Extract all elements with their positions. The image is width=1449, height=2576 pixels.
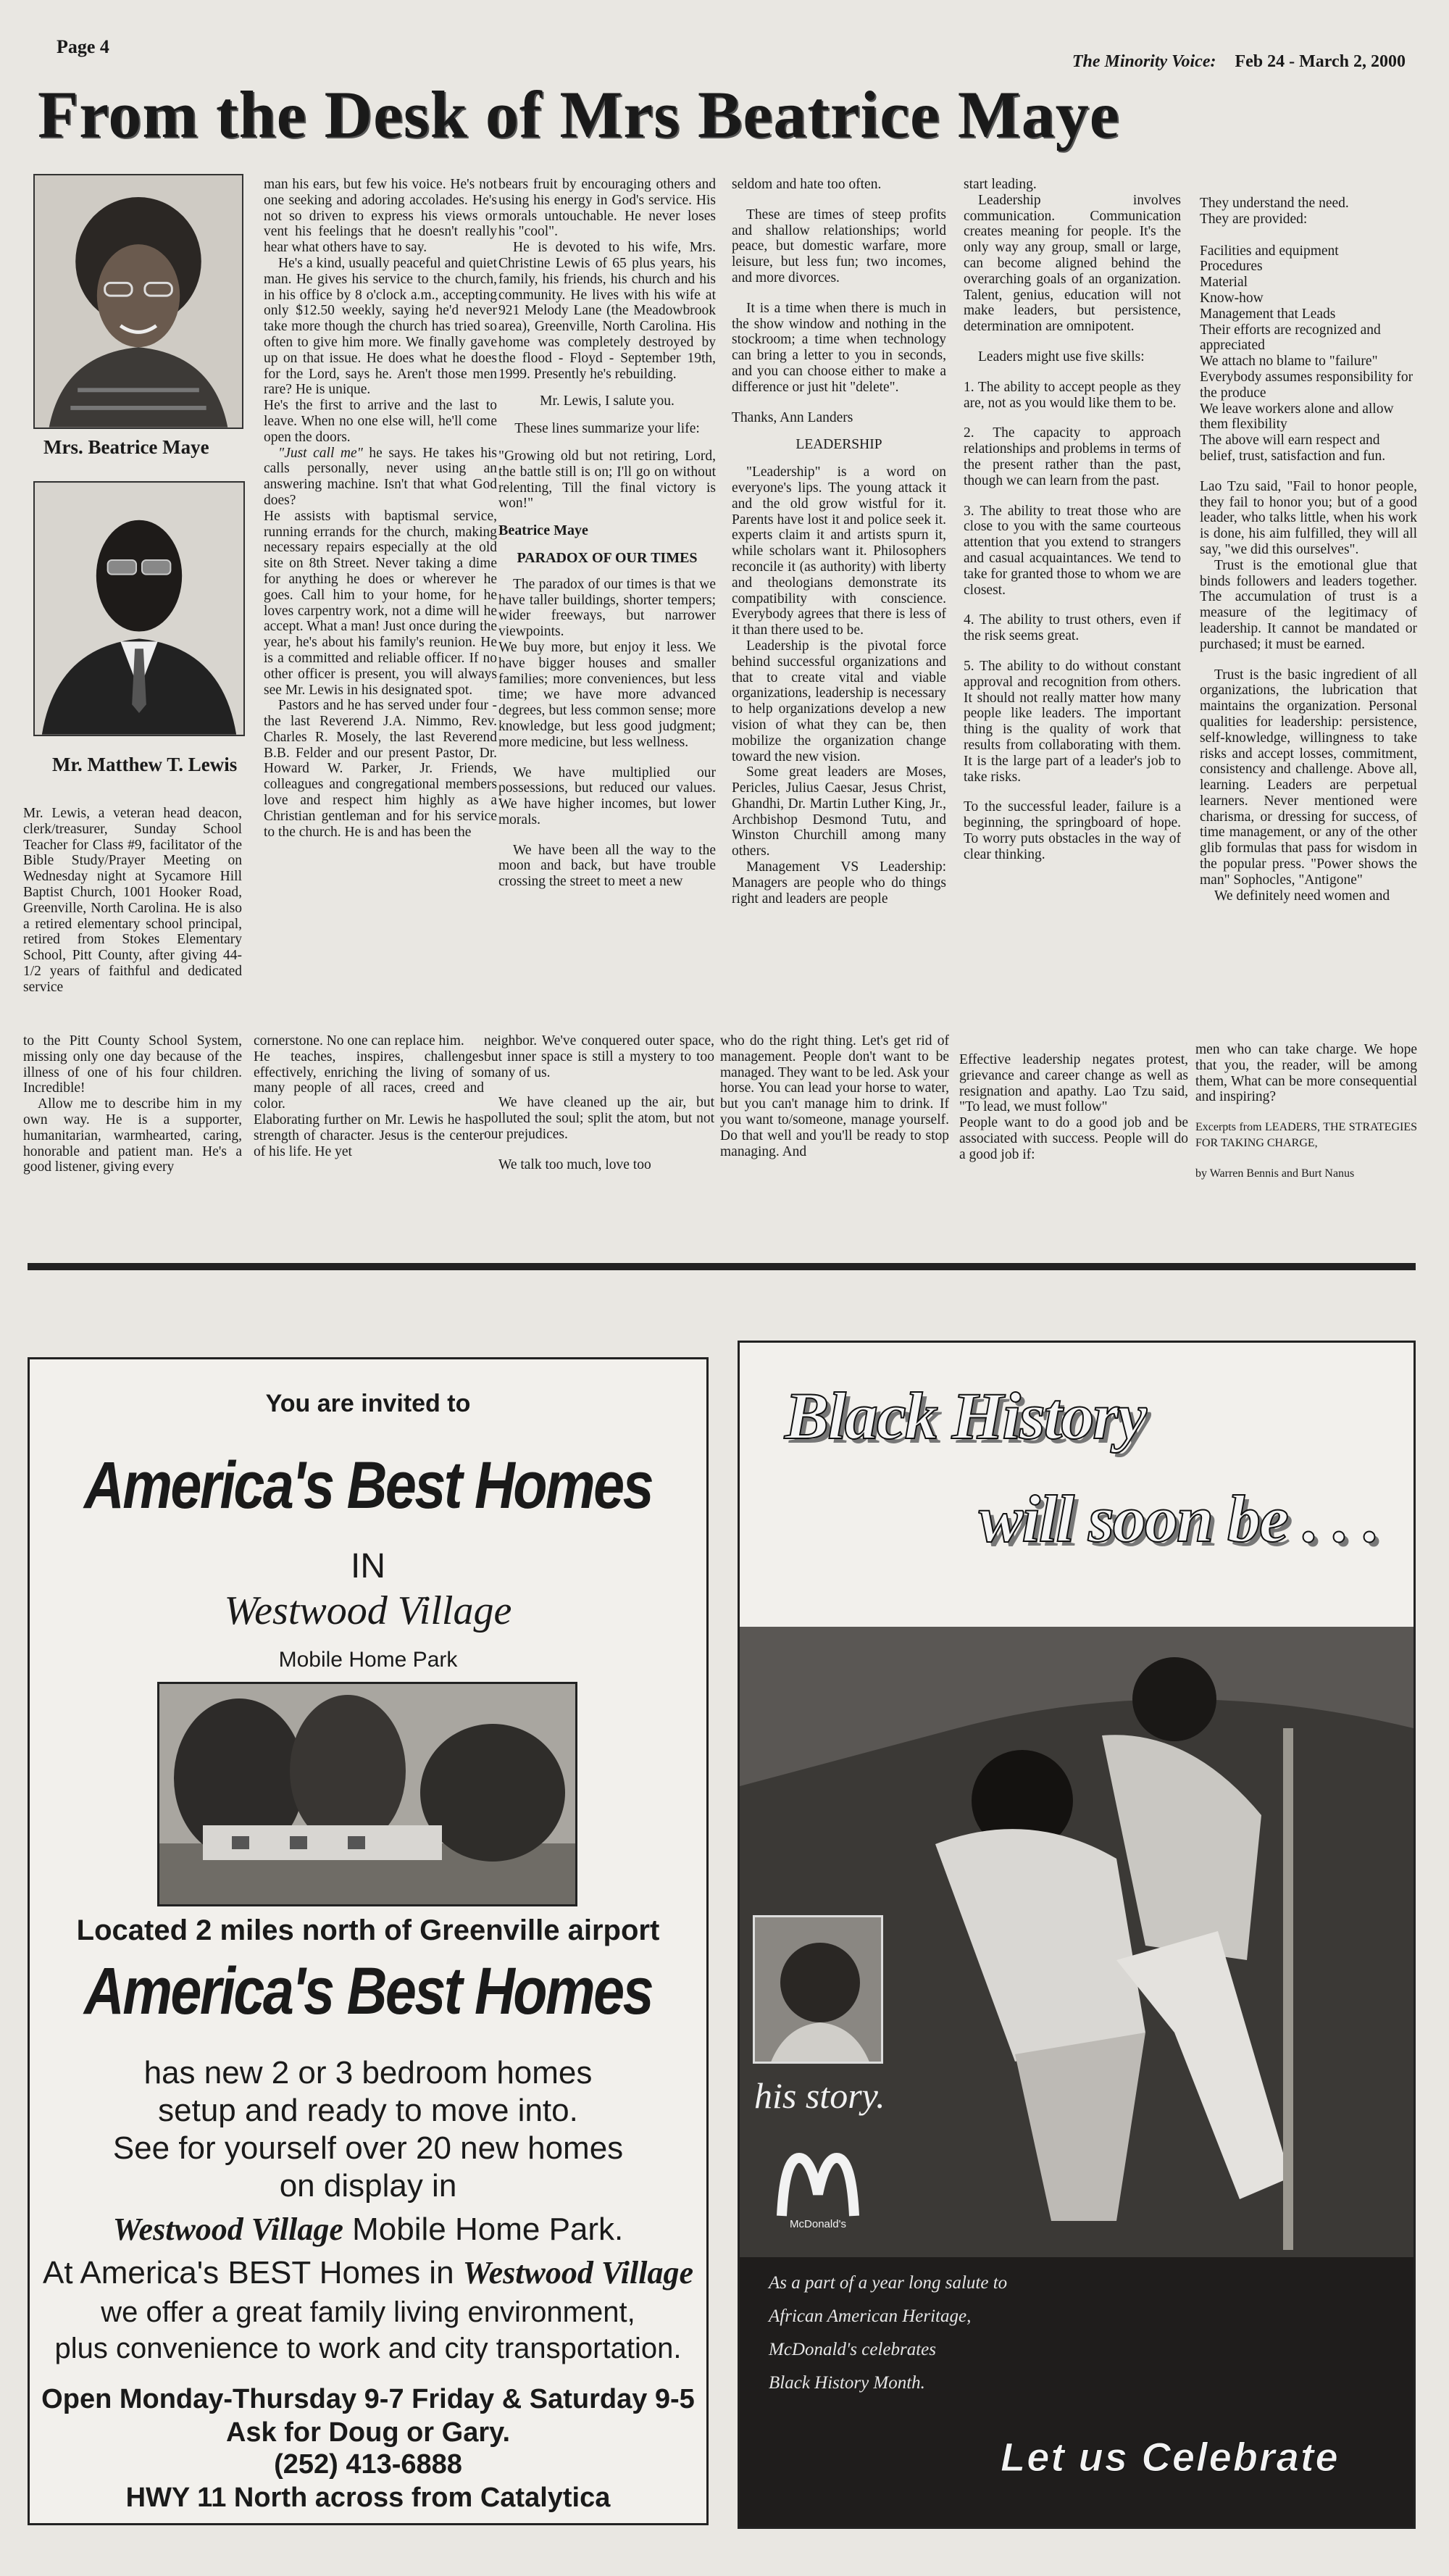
- paragraph: Allow me to describe him in my own way. He is a supporter, humanitarian, warmhearted, caring, honorable and patient man. He's a good listener, giving every: [23, 1096, 242, 1175]
- ad-his-story-text: his story.: [754, 2075, 885, 2116]
- section-divider: [28, 1263, 1416, 1270]
- beatrice-maye-caption: Mrs. Beatrice Maye: [43, 436, 209, 458]
- ad-line: has new 2 or 3 bedroom homes: [143, 2055, 593, 2091]
- matthew-lewis-photo: [33, 481, 245, 736]
- salute-line: Mr. Lewis, I salute you.: [540, 393, 675, 409]
- list-item: Material: [1200, 275, 1248, 291]
- paragraph: neighbor. We've conquered outer space, but inner space is still a mystery to too many of us.: [484, 1033, 714, 1080]
- list-item: Management that Leads: [1200, 306, 1336, 322]
- paragraph: Mr. Lewis, a veteran head deacon, clerk/treasurer, Sunday School Teacher for Class #9, facilitator of the Bible Study/Prayer Meeting on Wednesday night at Sycamore Hill Baptist Church, 1001 Hooker Road, Greenville, North Carolina. He is also a retired elementary school principal, retired from Stokes Elementary School, Pitt County, after giving 44-1/2 years of faithful and dedicated service: [23, 806, 242, 995]
- skill-item: 1. The ability to accept people as they are, not as you would like them to be.: [964, 379, 1181, 411]
- ad-brand-headline-2: America's Best Homes: [83, 1954, 653, 2028]
- ad-village-name: Westwood Village: [224, 1588, 512, 1633]
- paragraph: He is devoted to his wife, Mrs. Christine Lewis of 65 plus years, his family, his friends, his church and his community. He lives with his wife at 921 Melody Lane (the Meadowbrook area), Greenville, North Carolina. His home was completely destroyed by the flood - Floyd - September 19th, 1999. Presently he's rebuilding.: [498, 240, 716, 382]
- paragraph: Leaders might use five skills:: [978, 349, 1145, 364]
- paragraph: He's a kind, usually peaceful and quiet man. He gives his service to the church, in his office by 8 o'clock a.m., accepting only $12.50 weekly, saying he'd never take more though the church has tried so often to give him more. We finally gave up on that issue. He does what he does for the Lord, says he. Aren't those men rare? He is unique.: [264, 255, 497, 398]
- ad-inset-photo: [753, 1915, 883, 2064]
- mcdonalds-black-history-ad: [738, 1341, 1416, 2529]
- paragraph: men who can take charge. We hope that you, the reader, will be among them, What can be more consequential and inspiring?: [1195, 1042, 1417, 1105]
- list-item: Facilities and equipment: [1200, 243, 1339, 259]
- ad-line: on display in: [279, 2168, 457, 2204]
- paragraph: People want to do a good job and be associated with success. People will do a good job if:: [959, 1115, 1188, 1162]
- ad-phone: (252) 413-6888: [274, 2449, 462, 2480]
- ad-line: plus convenience to work and city transportation.: [54, 2333, 682, 2364]
- paper-name: The Minority Voice:: [1072, 52, 1216, 71]
- skill-item: 2. The capacity to approach relationships and problems in terms of the present rather than the past, though we can learn from the past.: [964, 425, 1181, 488]
- paragraph: cornerstone. No one can replace him.: [254, 1033, 464, 1049]
- mcdonalds-logo-text: McDonald's: [790, 2218, 846, 2230]
- beatrice-maye-photo: [33, 174, 243, 429]
- article-column-1-top: [23, 806, 242, 1028]
- article-column-4: [732, 177, 946, 1020]
- paragraph: They understand the need.: [1200, 196, 1349, 211]
- article-column-5: [964, 177, 1181, 1020]
- author-credit: by Warren Bennis and Burt Nanus: [1195, 1167, 1355, 1180]
- skill-item: 3. The ability to treat those who are close to you with the same courteous attention that you extend to strangers and casual acquaintances. We tend to take for granted those to whom we are closest.: [964, 503, 1181, 598]
- list-item: We attach no blame to "failure": [1200, 354, 1378, 370]
- paragraph: Effective leadership negates protest, grievance and career change as well as resignation and apathy. Lao Tzu said, "To lead, we must follow": [959, 1052, 1188, 1115]
- signature: Thanks, Ann Landers: [732, 409, 853, 425]
- article-column-2-bottom: [254, 1033, 484, 1214]
- paragraph: Some great leaders are Moses, Pericles, Julius Caesar, Jesus Christ, Ghandhi, Dr. Martin Luther King, Jr., Archbishop Desmond Tutu, and Winston Churchill among many others.: [732, 764, 946, 859]
- list-item: Know-how: [1200, 290, 1264, 306]
- issue-date: Feb 24 - March 2, 2000: [1235, 52, 1406, 71]
- ad-headline-line-2: will soon be . . .: [979, 1482, 1379, 1556]
- paragraph: Leadership is the pivotal force behind successful organizations and that to create vital and viable organizations, leadership is necessary to help organizations develop a new vision of what they can be, then mobilize the organization change toward the new vision.: [732, 638, 946, 764]
- list-item: Procedures: [1200, 259, 1263, 275]
- paragraph: who do the right thing. Let's get rid of management. People don't want to be managed. They want to be led. Ask your horse. You can lead your horse to water, but you can't manage him to drink. If you want to/someone, manage yourself. Do that well and you'll be ready to stop managing. And: [720, 1033, 949, 1159]
- paragraph: Management VS Leadership: Managers are people who do things right and leaders are people: [732, 859, 946, 906]
- paragraph: seldom and hate too often.: [732, 177, 882, 192]
- paragraph: "Just call me" he says. He takes his calls personally, never using an answering machine. Isn't that what God does?: [264, 445, 497, 508]
- article-column-3: [498, 177, 716, 1020]
- paragraph: We talk too much, love too: [498, 1156, 651, 1172]
- page-title: From the Desk of Mrs Beatrice Maye: [38, 78, 1120, 151]
- trees-and-homes-illustration: [159, 1684, 577, 1906]
- excerpt-credit: Excerpts from LEADERS, THE STRATEGIES FOR TAKING CHARGE,: [1195, 1121, 1417, 1149]
- page-number: Page 4: [57, 36, 109, 57]
- paragraph: man his ears, but few his voice. He's not one seeking and adoring accolades. He's not so driven to express his views or vent his feelings that he doesn't really hear what others have to say.: [264, 177, 497, 256]
- paragraph: We have cleaned up the air, but polluted the soul; split the atom, but not our prejudices.: [484, 1095, 714, 1142]
- ad-invite-text: You are invited to: [265, 1390, 471, 1417]
- ad-line: setup and ready to move into.: [158, 2093, 578, 2128]
- article-column-1-bottom: [23, 1033, 242, 1193]
- ad-park-photo: [157, 1682, 577, 1906]
- ad-location-text: Located 2 miles north of Greenville airport: [76, 1914, 660, 1946]
- mcdonalds-logo-icon: [774, 2143, 861, 2230]
- list-item: The above will earn respect and belief, trust, satisfaction and fun.: [1200, 433, 1386, 464]
- article-column-3-bottom: [484, 1033, 714, 1214]
- list-item: Everybody assumes responsibility for the produce: [1200, 369, 1413, 401]
- paragraph: bears fruit by encouraging others and using his energy in God's service. His morals untouchable. He never loses his "cool".: [498, 177, 716, 240]
- ad-headline-line-1: Black History: [785, 1379, 1145, 1453]
- paragraph: These are times of steep profits and shallow relationships; world peace, but domestic warfare, more leisure, but less fun; two incomes, and more divorces.: [732, 207, 946, 285]
- poem: "Growing old but not retiring, Lord, the battle still is on; I'll go on without relenting, Till the final victory is won!": [498, 448, 716, 512]
- ad-in-text: IN: [351, 1547, 385, 1585]
- article-column-6-bottom: [1195, 1042, 1417, 1214]
- list-item: We leave workers alone and allow them flexibility: [1200, 401, 1394, 433]
- paradox-heading: PARADOX OF OUR TIMES: [517, 549, 698, 566]
- list-item: Their efforts are recognized and appreciated: [1200, 322, 1381, 354]
- ad-salute-text: As a part of a year long salute to African American Heritage, McDonald's celebrates Black History Month.: [769, 2273, 1008, 2393]
- paragraph: The paradox of our times is that we have taller buildings, shorter tempers; wider freeways, but narrower viewpoints.: [498, 576, 716, 640]
- quote: "Just call me": [278, 445, 363, 461]
- woman-portrait-illustration: [35, 175, 242, 428]
- paragraph: "Leadership" is a word on everyone's lips. The young attack it and the old grow wistful for it. Parents have lost it and police seek it. experts claim it and artists spurn it, while scholars want it. Philosophers reconcile it (as authority) with liberty and theologians demonstrate its compatibility with conscience. Everybody agrees that there is less of it than there used to be.: [732, 464, 946, 638]
- americas-best-homes-ad: [28, 1357, 709, 2525]
- paragraph: He's the first to arrive and the last to leave. When no one else will, he'll come open the doors.: [264, 398, 497, 445]
- paragraph: These lines summarize your life:: [514, 421, 700, 437]
- man-portrait-illustration: [35, 483, 243, 735]
- paragraph: He teaches, inspires, challenges effectively, enriching the living of so many people of all races, creed and color.: [254, 1049, 484, 1112]
- ad-park-label: Mobile Home Park: [278, 1648, 458, 1672]
- paragraph: We buy more, but enjoy it less. We have bigger houses and smaller families; more conveniences, but less time; we have more advanced degrees, but less common sense; more knowledge, but less good judgment; more medicine, but less wellness.: [498, 639, 716, 750]
- ad-celebrate-slogan: Let us Celebrate: [1001, 2434, 1340, 2480]
- paragraph: It is a time when there is much in the show window and nothing in the stockroom; a time when technology can bring a letter to you in seconds, and you can choose either to make a difference or just hit "delete".: [732, 300, 946, 395]
- provided-list: [1200, 243, 1417, 464]
- paragraph: Pastors and he has served under four - the last Reverend J.A. Nimmo, Rev. Charles R. Mosely, the last Reverend B.B. Felder and our present Pastor, Dr. Howard W. Parker, Jr. Friends, colleagues and congregational members love and respect him highly as a Christian gentleman and for his service to the church. He is and has been the: [264, 698, 497, 840]
- article-column-6: [1200, 196, 1417, 1020]
- signature: Beatrice Maye: [498, 522, 588, 539]
- paragraph: Leadership involves communication. Communication creates meaning for people. It's the only way any group, small or large, can become aligned behind the overarching goals of an organization. Talent, genius, education will not make leaders, but persistence, determination are omnipotent.: [964, 192, 1181, 335]
- ad-line: we offer a great family living environment,: [101, 2296, 635, 2328]
- paragraph: To the successful leader, failure is a beginning, the springboard of hope. To worry puts obstacles in the way of clear thinking.: [964, 799, 1181, 862]
- paragraph: We definitely need women and: [1214, 888, 1390, 904]
- matthew-lewis-caption: Mr. Matthew T. Lewis: [52, 754, 238, 775]
- article-column-2: [264, 177, 497, 1020]
- ad-hours: Open Monday-Thursday 9-7 Friday & Saturday 9-5: [41, 2384, 695, 2414]
- ad-line: Westwood Village Mobile Home Park.: [112, 2212, 624, 2247]
- paragraph: He assists with baptismal service, running errands for the church, making necessary repairs especially at the old site on 8th Street. Never taking a dime for anything he does or wherever he goes. Call him to your home, for he loves carpentry work, not a dime will he accept. What a man! Just once during the year, he's about his family's reunion. He is a committed and reliable officer. If no other officer is present, you will always see Mr. Lewis in his designated spot.: [264, 508, 497, 698]
- ad-line: See for yourself over 20 new homes: [112, 2130, 624, 2166]
- paragraph: Trust is the emotional glue that binds followers and leaders together. The accumulation of trust is a measure of the legitimacy of leadership. It cannot be mandated or purchased; it must be earned.: [1200, 557, 1417, 652]
- skill-item: 4. The ability to trust others, even if the risk seems great.: [964, 612, 1181, 644]
- leadership-heading: LEADERSHIP: [796, 437, 882, 453]
- ad-directions: HWY 11 North across from Catalytica: [125, 2483, 611, 2513]
- paragraph: start leading.: [964, 177, 1037, 192]
- paragraph: They are provided:: [1200, 211, 1308, 227]
- article-column-4-bottom: [720, 1033, 949, 1214]
- ad-contact: Ask for Doug or Gary.: [225, 2417, 511, 2448]
- masthead-line: [1072, 52, 1406, 72]
- paragraph: We have been all the way to the moon and back, but have trouble crossing the street to meet a new: [498, 842, 716, 890]
- paragraph: Trust is the basic ingredient of all organizations, the lubrication that maintains the organization. Personal qualities for leadership: persistence, self-knowledge, willingness to take risks and accept losses, commitment, consistency and challenge. Above all, learning. Leaders are perpetual learners. Never mentioned were charisma, or dressing for success, of time management, or any of the other glib formulas that pass for wisdom in the popular press. "Power shows the man" Sophocles, "Antigone": [1200, 667, 1417, 888]
- ad-brand-headline: America's Best Homes: [83, 1449, 653, 1522]
- paragraph: to the Pitt County School System, missing only one day because of the illness of one of his four children. Incredible!: [23, 1033, 242, 1096]
- child-portrait-illustration: [755, 1917, 883, 2064]
- skill-item: 5. The ability to do without constant approval and recognition from others. It should not really matter how many people like leaders. The important thing is the quality of work that results from collaborating with them. It is the large part of a leader's job to take risks.: [964, 658, 1181, 785]
- paragraph: We have multiplied our possessions, but reduced our values. We have higher incomes, but lower morals.: [498, 764, 716, 828]
- ad-line: At America's BEST Homes in Westwood Village: [43, 2255, 693, 2291]
- paragraph: Lao Tzu said, "Fail to honor people, they fail to honor you; but of a good leader, who talks little, when his work is done, his aim fulfilled, they will all say, "we did this ourselves".: [1200, 478, 1417, 557]
- article-column-5-bottom: [959, 1052, 1188, 1214]
- paragraph: Elaborating further on Mr. Lewis he has strength of character. Jesus is the center of his life. He yet: [254, 1112, 484, 1159]
